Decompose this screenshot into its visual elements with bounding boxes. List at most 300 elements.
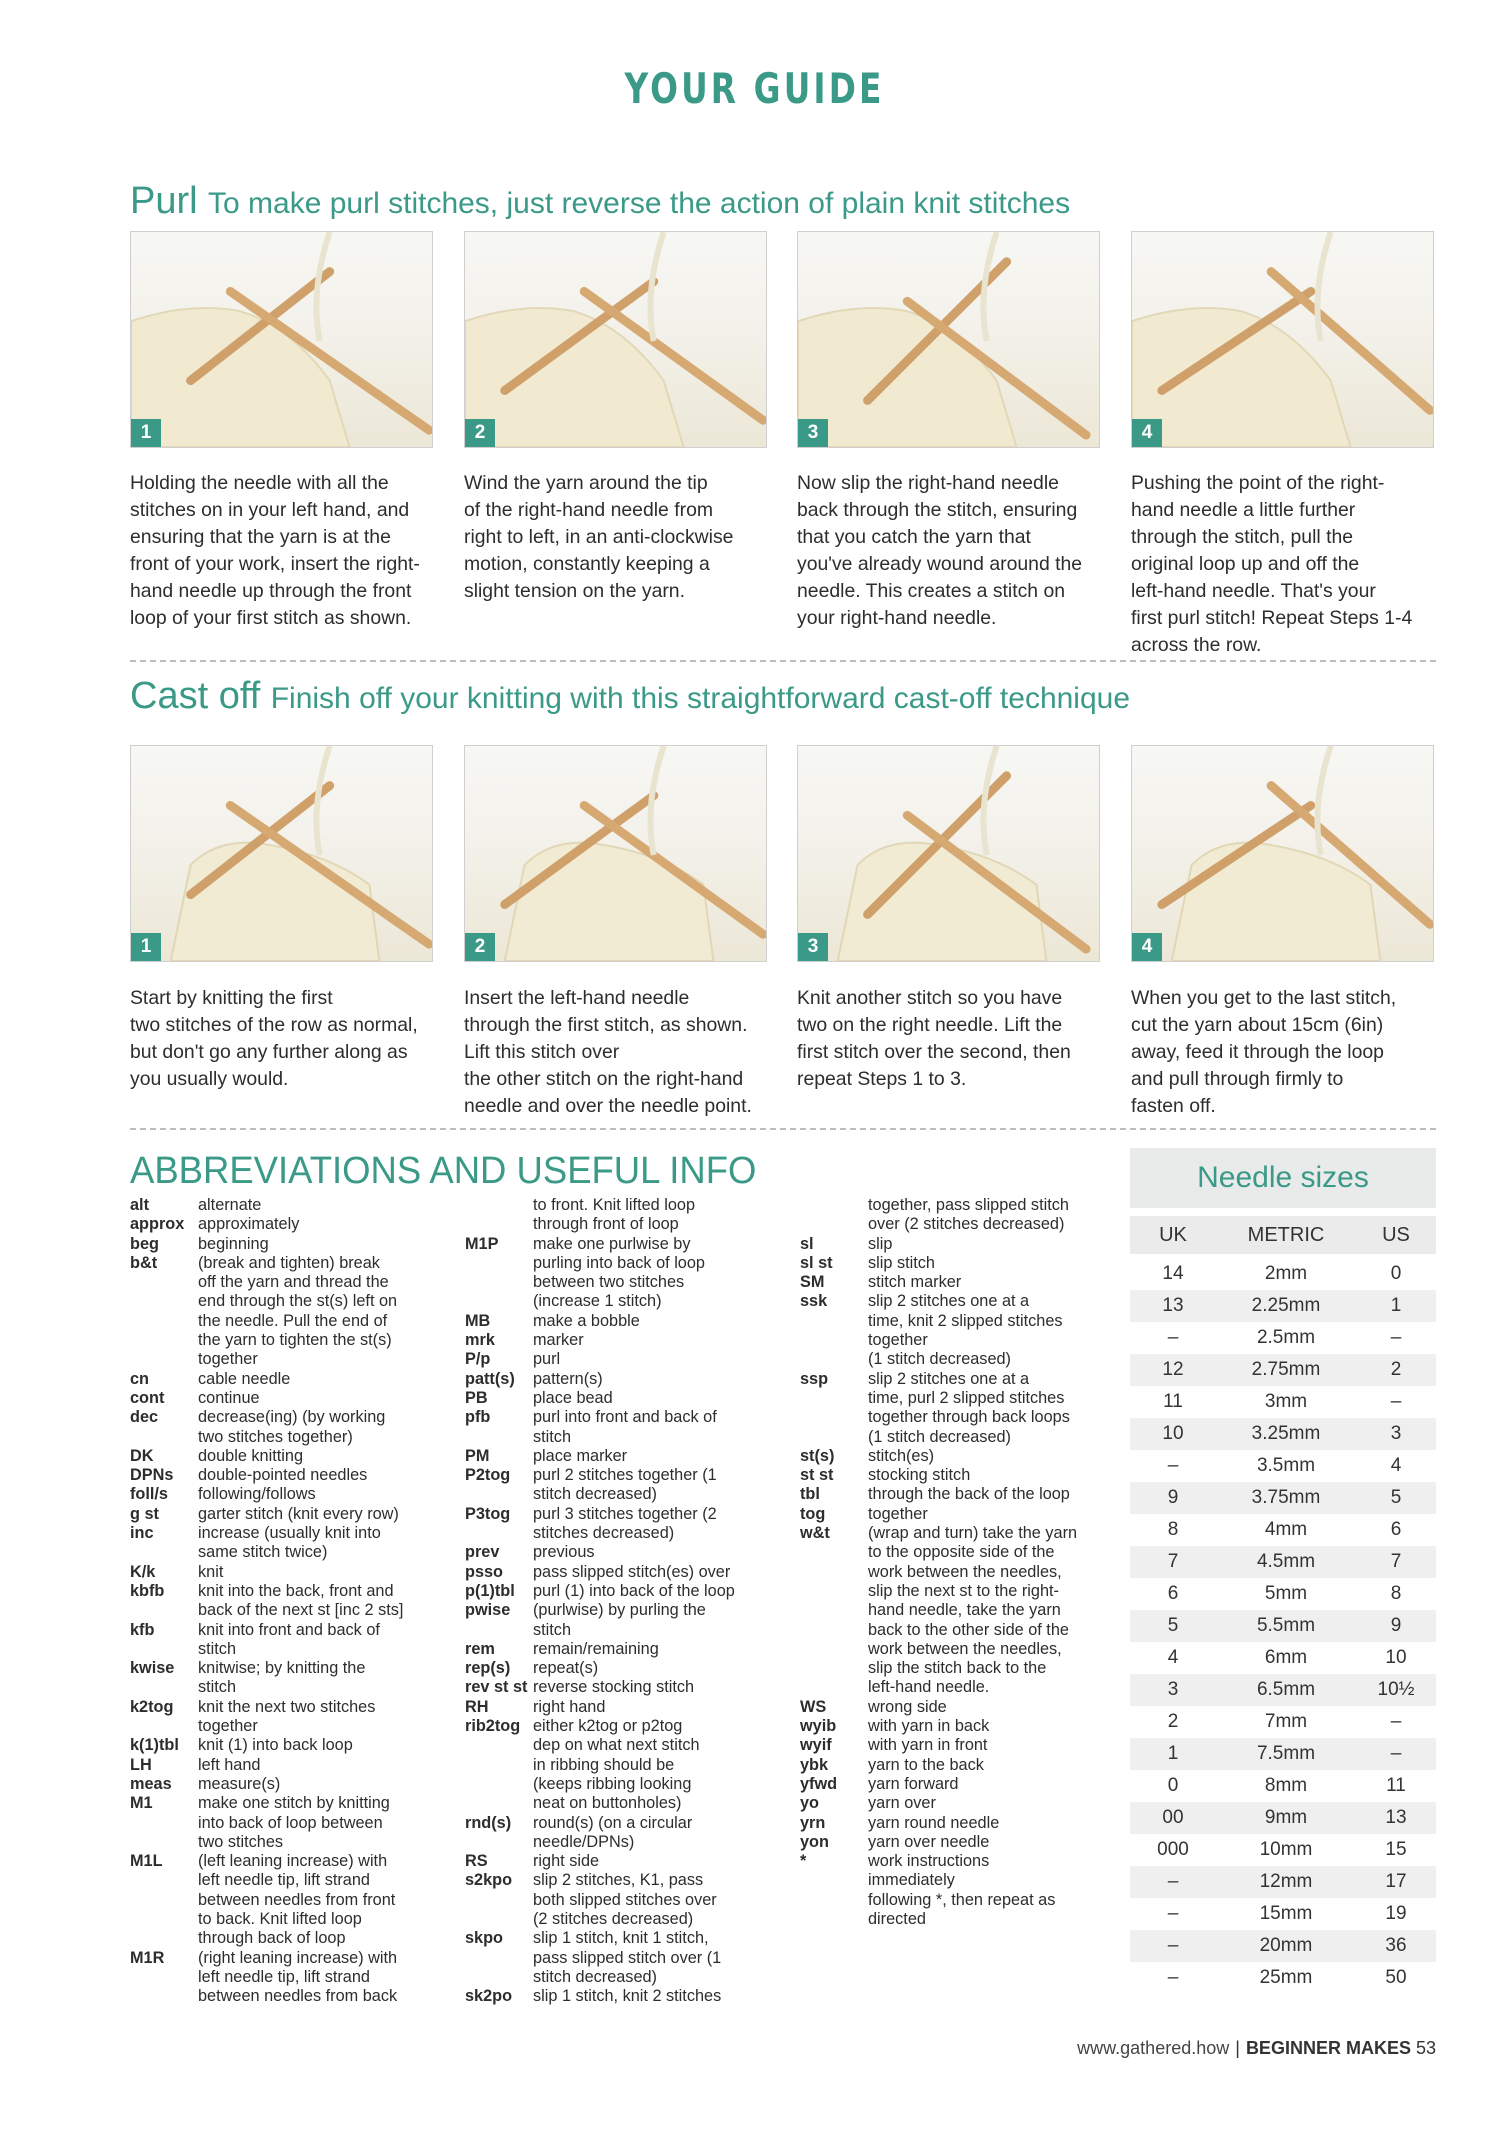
- abbreviation-term: k2tog: [130, 1697, 174, 1716]
- abbreviation-term: yfwd: [800, 1774, 838, 1793]
- abbreviation-entry: [800, 1524, 1110, 1698]
- castoff-step-4-photo: [1131, 745, 1434, 962]
- us-size: 8: [1390, 1583, 1402, 1604]
- abbreviation-definition: purl into front and back of stitch: [533, 1408, 717, 1446]
- abbreviation-definition: following/follows: [198, 1485, 316, 1504]
- abbreviation-definition: previous: [533, 1543, 595, 1562]
- header-us: US: [1382, 1223, 1410, 1246]
- abbreviation-entry: [465, 1640, 765, 1659]
- abbreviation-term: M1R: [130, 1948, 165, 1967]
- abbreviation-definition: (right leaning increase) with left needle tip, lift strand between needles from back: [198, 1948, 398, 2006]
- needle-size-row: [1130, 1514, 1436, 1546]
- metric-size: 9mm: [1264, 1807, 1308, 1828]
- abbreviation-term: w&t: [800, 1524, 830, 1543]
- abbreviation-entry: [465, 1312, 765, 1331]
- abbreviation-term: rep(s): [465, 1659, 511, 1678]
- metric-size: 12mm: [1259, 1871, 1313, 1892]
- abbreviation-entry: [800, 1466, 1110, 1485]
- purl-subtitle: To make purl stitches, just reverse the action of plain knit stitches: [208, 187, 1071, 220]
- abbreviation-term: psso: [465, 1562, 504, 1581]
- abbreviation-term: kfb: [130, 1620, 155, 1639]
- abbreviation-entry: [130, 1756, 430, 1775]
- abbreviation-entry: [800, 1273, 1110, 1292]
- abbreviation-term: patt(s): [465, 1369, 515, 1388]
- abbreviation-definition: with yarn in front: [868, 1736, 988, 1755]
- abbreviation-entry: [130, 1408, 430, 1447]
- abbreviation-term: P3tog: [465, 1504, 511, 1523]
- uk-size: 00: [1162, 1807, 1184, 1828]
- us-size: 1: [1390, 1295, 1402, 1316]
- needle-size-row: [1130, 1802, 1436, 1834]
- abbreviation-entry: [465, 1814, 765, 1853]
- uk-size: 4: [1167, 1647, 1179, 1668]
- abbreviation-entry: [130, 1621, 430, 1660]
- us-size: 13: [1385, 1807, 1407, 1828]
- purl-heading: [130, 180, 1070, 223]
- abbreviation-definition: approximately: [198, 1215, 300, 1234]
- abbreviation-term: yrn: [800, 1813, 826, 1832]
- needle-size-row: [1130, 1546, 1436, 1578]
- abbreviation-term: ssp: [800, 1369, 829, 1388]
- abbreviation-entry: [130, 1582, 430, 1621]
- uk-size: 2: [1167, 1711, 1179, 1732]
- abbreviation-term: K/k: [130, 1562, 156, 1581]
- abbreviation-entry: [800, 1736, 1110, 1755]
- us-size: –: [1390, 1391, 1402, 1412]
- abbreviation-entry: [130, 1698, 430, 1737]
- uk-size: 0: [1167, 1775, 1179, 1796]
- abbreviation-definition: purl: [533, 1350, 561, 1369]
- abbreviation-entry: [465, 1505, 765, 1544]
- abbreviation-term: yon: [800, 1832, 829, 1851]
- abbreviation-term: beg: [130, 1234, 159, 1253]
- us-size: –: [1390, 1327, 1402, 1348]
- purl-step-4-text: Pushing the point of the right- hand needle a little further through the stitch, pull the original loop up and off the left-hand needle. That's your first purl stitch! Repeat Steps 1-4 across the row.: [1131, 472, 1413, 656]
- abbreviation-term: M1P: [465, 1234, 499, 1253]
- abbreviation-term: yo: [800, 1794, 820, 1813]
- castoff-step-1-text: Start by knitting the first two stitches of the row as normal, but don't go any further along as you usually would.: [130, 987, 418, 1090]
- abbreviation-definition: reverse stocking stitch: [533, 1678, 695, 1697]
- metric-size: 4mm: [1264, 1519, 1308, 1540]
- abbreviation-definition: stitch marker: [868, 1273, 962, 1292]
- abbreviation-entry: [130, 1447, 430, 1466]
- abbreviation-definition: right side: [533, 1852, 600, 1871]
- abbreviation-definition: increase (usually knit into same stitch twice): [198, 1524, 381, 1562]
- purl-step-4-photo: [1131, 231, 1434, 448]
- abbreviation-definition: knit: [198, 1562, 224, 1581]
- abbreviation-entry: [465, 1601, 765, 1640]
- abbreviation-definition: yarn forward: [868, 1774, 959, 1793]
- abbreviation-definition: make one purlwise by purling into back of loop between two stitches (increase 1 stitch): [533, 1234, 705, 1311]
- step-number-badge: 1: [131, 419, 161, 447]
- uk-size: –: [1167, 1903, 1179, 1924]
- us-size: 7: [1390, 1551, 1402, 1572]
- abbreviation-definition: double knitting: [198, 1446, 304, 1465]
- us-size: 9: [1390, 1615, 1402, 1636]
- us-size: –: [1390, 1743, 1402, 1764]
- page-number: 53: [1415, 2038, 1436, 2058]
- us-size: 10: [1385, 1647, 1407, 1668]
- us-size: 6: [1390, 1519, 1402, 1540]
- purl-step-1-photo: [130, 231, 433, 448]
- castoff-step-2-photo: [464, 745, 767, 962]
- abbreviation-entry: [800, 1814, 1110, 1833]
- abbreviation-entry: [800, 1292, 1110, 1369]
- abbreviation-term: g st: [130, 1504, 159, 1523]
- abbreviations-column-3: [800, 1196, 1110, 1929]
- uk-size: –: [1167, 1967, 1179, 1988]
- page-footer: www.gathered.how | BEGINNER MAKES 53: [1077, 2038, 1436, 2058]
- abbreviation-entry: [130, 1736, 430, 1755]
- abbreviation-term: ssk: [800, 1292, 828, 1311]
- abbreviation-definition: slip 1 stitch, knit 2 stitches: [533, 1987, 722, 2006]
- metric-size: 6.5mm: [1256, 1679, 1316, 1700]
- us-size: 5: [1390, 1487, 1402, 1508]
- us-size: 17: [1385, 1871, 1407, 1892]
- abbreviation-entry: [130, 1794, 430, 1852]
- abbreviation-term: p(1)tbl: [465, 1581, 515, 1600]
- needle-size-row: [1130, 1578, 1436, 1610]
- abbreviation-term: kwise: [130, 1659, 175, 1678]
- abbreviation-entry: [800, 1775, 1110, 1794]
- abbreviation-term: mrk: [465, 1331, 495, 1350]
- uk-size: 3: [1167, 1679, 1179, 1700]
- uk-size: 9: [1167, 1487, 1179, 1508]
- abbreviation-definition: work instructions immediately following *, then repeat as directed: [868, 1852, 1056, 1928]
- us-size: 4: [1390, 1455, 1402, 1476]
- us-size: 2: [1390, 1359, 1402, 1380]
- abbreviation-entry: [130, 1949, 430, 2007]
- abbreviation-definition: make one stitch by knitting into back of loop between two stitches: [198, 1794, 390, 1851]
- abbreviation-term: P2tog: [465, 1466, 511, 1485]
- abbreviation-entry: [800, 1698, 1110, 1717]
- needle-size-row: [1130, 1898, 1436, 1930]
- page-header-title: YOUR GUIDE: [624, 64, 885, 113]
- metric-size: 2mm: [1264, 1263, 1308, 1284]
- abbreviation-term: RH: [465, 1697, 489, 1716]
- uk-size: –: [1167, 1871, 1179, 1892]
- abbreviation-entry: [800, 1254, 1110, 1273]
- uk-size: 12: [1162, 1359, 1184, 1380]
- abbreviation-entry: [465, 1582, 765, 1601]
- castoff-subtitle: Finish off your knitting with this straightforward cast-off technique: [270, 682, 1131, 715]
- abbreviations-title: ABBREVIATIONS AND USEFUL INFO: [130, 1150, 757, 1192]
- abbreviation-definition: knit the next two stitches together: [198, 1697, 376, 1736]
- abbreviation-term: rem: [465, 1639, 495, 1658]
- abbreviation-term: b&t: [130, 1253, 158, 1272]
- abbreviations-column-1: [130, 1196, 430, 2006]
- abbreviation-entry: [465, 1563, 765, 1582]
- castoff-step-3-photo: [797, 745, 1100, 962]
- abbreviation-entry: [130, 1370, 430, 1389]
- abbreviation-entry: [800, 1756, 1110, 1775]
- abbreviation-entry: [130, 1196, 430, 1215]
- footer-site: www.gathered.how: [1077, 2038, 1230, 2058]
- abbreviation-definition: measure(s): [198, 1774, 281, 1793]
- abbreviation-definition: knit into front and back of stitch: [198, 1620, 380, 1658]
- abbreviation-definition: remain/remaining: [533, 1639, 659, 1658]
- abbreviation-entry: [800, 1717, 1110, 1736]
- uk-size: 1: [1167, 1743, 1179, 1764]
- abbreviation-entry: [465, 1466, 765, 1505]
- abbreviation-term: st st: [800, 1466, 834, 1485]
- abbreviation-term: M1: [130, 1794, 153, 1813]
- abbreviation-term: wyib: [800, 1717, 837, 1736]
- header-metric: METRIC: [1247, 1223, 1325, 1246]
- abbreviation-entry: [465, 1678, 765, 1697]
- abbreviations-column-2: [465, 1196, 765, 2006]
- abbreviation-term: [800, 1196, 868, 1235]
- us-size: 36: [1385, 1935, 1407, 1956]
- abbreviation-term: pfb: [465, 1408, 491, 1427]
- abbreviation-entry: [130, 1254, 430, 1370]
- castoff-step-4-text: When you get to the last stitch, cut the yarn about 15cm (6in) away, feed it through the loop and pull through firmly to fasten off.: [1131, 987, 1397, 1117]
- abbreviation-entry: [465, 1331, 765, 1350]
- needle-size-row: [1130, 1322, 1436, 1354]
- abbreviation-entry: [465, 1447, 765, 1466]
- uk-size: 13: [1162, 1295, 1184, 1316]
- metric-size: 15mm: [1259, 1903, 1313, 1924]
- needle-size-row: [1130, 1482, 1436, 1514]
- metric-size: 4.5mm: [1256, 1551, 1316, 1572]
- abbreviation-entry: [130, 1466, 430, 1485]
- abbreviation-term: skpo: [465, 1929, 504, 1948]
- us-size: –: [1390, 1711, 1402, 1732]
- footer-magazine: BEGINNER MAKES: [1245, 2038, 1411, 2058]
- abbreviation-definition: continue: [198, 1388, 260, 1407]
- needle-size-row: [1130, 1258, 1436, 1290]
- abbreviation-term: LH: [130, 1755, 152, 1774]
- abbreviation-term: WS: [800, 1697, 827, 1716]
- abbreviation-entry: [800, 1196, 1110, 1235]
- metric-size: 10mm: [1259, 1839, 1313, 1860]
- us-size: 19: [1385, 1903, 1407, 1924]
- step-number-badge: 4: [1132, 933, 1162, 961]
- abbreviation-entry: [800, 1447, 1110, 1466]
- abbreviation-entry: [465, 1350, 765, 1369]
- abbreviation-term: M1L: [130, 1852, 163, 1871]
- abbreviation-entry: [465, 1871, 765, 1929]
- metric-size: 5mm: [1264, 1583, 1308, 1604]
- uk-size: 000: [1157, 1839, 1189, 1860]
- abbreviation-term: tog: [800, 1504, 826, 1523]
- abbreviation-definition: yarn to the back: [868, 1755, 984, 1774]
- uk-size: 14: [1162, 1263, 1184, 1284]
- abbreviation-definition: yarn round needle: [868, 1813, 1000, 1832]
- abbreviation-term: cont: [130, 1388, 165, 1407]
- needle-size-row: [1130, 1610, 1436, 1642]
- abbreviation-definition: stocking stitch: [868, 1466, 971, 1485]
- abbreviation-entry: [800, 1794, 1110, 1813]
- abbreviation-term: rnd(s): [465, 1813, 512, 1832]
- abbreviation-term: dec: [130, 1408, 159, 1427]
- abbreviation-term: wyif: [800, 1736, 832, 1755]
- metric-size: 25mm: [1259, 1967, 1313, 1988]
- needle-size-row: [1130, 1290, 1436, 1322]
- abbreviation-term: SM: [800, 1273, 825, 1292]
- abbreviation-entry: [800, 1235, 1110, 1254]
- us-size: 11: [1386, 1775, 1406, 1796]
- abbreviation-definition: (purlwise) by purling the stitch: [533, 1601, 706, 1639]
- abbreviation-definition: repeat(s): [533, 1659, 599, 1678]
- needle-size-row: [1130, 1386, 1436, 1418]
- uk-size: 11: [1163, 1391, 1183, 1412]
- abbreviation-term: MB: [465, 1311, 491, 1330]
- abbreviation-entry: [465, 1987, 765, 2006]
- abbreviation-term: P/p: [465, 1350, 491, 1369]
- purl-step-2-text: Wind the yarn around the tip of the right-hand needle from right to left, in an anti-clockwise motion, constantly keeping a slight tension on the yarn.: [464, 472, 734, 602]
- metric-size: 3.5mm: [1256, 1455, 1316, 1476]
- metric-size: 7.5mm: [1256, 1743, 1316, 1764]
- us-size: 10½: [1377, 1679, 1415, 1700]
- abbreviation-term: sk2po: [465, 1987, 513, 2006]
- abbreviation-definition: (break and tighten) break off the yarn and thread the end through the st(s) left on the needle. Pull the end of the yarn to tighten the st(s) together: [198, 1253, 398, 1369]
- us-size: 0: [1390, 1263, 1402, 1284]
- abbreviation-definition: together: [868, 1504, 928, 1523]
- metric-size: 3.75mm: [1251, 1487, 1321, 1508]
- section-divider: [130, 1128, 1436, 1130]
- purl-step-2-photo: [464, 231, 767, 448]
- uk-size: 5: [1167, 1615, 1179, 1636]
- abbreviation-definition: left hand: [198, 1755, 261, 1774]
- needle-size-row: [1130, 1962, 1436, 1994]
- abbreviation-entry: [465, 1698, 765, 1717]
- uk-size: 10: [1162, 1423, 1184, 1444]
- abbreviation-entry: [465, 1389, 765, 1408]
- abbreviation-term: [465, 1196, 533, 1235]
- needle-size-row: [1130, 1674, 1436, 1706]
- abbreviation-definition: beginning: [198, 1234, 269, 1253]
- uk-size: –: [1167, 1327, 1179, 1348]
- needle-size-row: [1130, 1770, 1436, 1802]
- needle-size-row: [1130, 1450, 1436, 1482]
- abbreviation-term: sl st: [800, 1253, 833, 1272]
- abbreviation-definition: knitwise; by knitting the stitch: [198, 1659, 366, 1697]
- abbreviation-definition: yarn over needle: [868, 1832, 990, 1851]
- abbreviation-term: approx: [130, 1215, 185, 1234]
- abbreviation-entry: [465, 1659, 765, 1678]
- abbreviation-definition: knit into the back, front and back of the next st [inc 2 sts]: [198, 1581, 404, 1620]
- metric-size: 5.5mm: [1256, 1615, 1316, 1636]
- abbreviation-definition: slip 1 stitch, knit 1 stitch, pass slipped stitch over (1 stitch decreased): [533, 1929, 722, 1986]
- needle-size-row: [1130, 1866, 1436, 1898]
- abbreviation-definition: (wrap and turn) take the yarn to the opposite side of the work between the needles, slip the next st to the right- hand needle, take the yarn back to the other side of the work between the needles, slip the stitch back to the left-hand needle.: [868, 1524, 1078, 1697]
- abbreviation-definition: right hand: [533, 1697, 606, 1716]
- abbreviation-entry: [800, 1485, 1110, 1504]
- purl-title: Purl: [130, 180, 198, 222]
- purl-step-1-text: Holding the needle with all the stitches on in your left hand, and ensuring that the yarn is at the front of your work, insert the right- hand needle up through the front loop of your first stitch as shown.: [130, 472, 420, 629]
- abbreviation-definition: purl (1) into back of the loop: [533, 1581, 735, 1600]
- abbreviation-definition: yarn over: [868, 1794, 936, 1813]
- abbreviation-entry: [465, 1543, 765, 1562]
- needle-size-row: [1130, 1354, 1436, 1386]
- step-number-badge: 4: [1132, 419, 1162, 447]
- abbreviation-term: tbl: [800, 1485, 820, 1504]
- abbreviation-term: s2kpo: [465, 1871, 513, 1890]
- step-number-badge: 1: [131, 933, 161, 961]
- needle-size-row: [1130, 1706, 1436, 1738]
- uk-size: –: [1167, 1455, 1179, 1476]
- abbreviation-definition: pass slipped stitch(es) over: [533, 1562, 731, 1581]
- metric-size: 6mm: [1264, 1647, 1308, 1668]
- abbreviation-definition: slip 2 stitches, K1, pass both slipped stitches over (2 stitches decreased): [533, 1871, 717, 1928]
- abbreviation-definition: purl 2 stitches together (1 stitch decreased): [533, 1466, 717, 1504]
- abbreviation-entry: [130, 1563, 430, 1582]
- abbreviation-definition: stitch(es): [868, 1446, 935, 1465]
- metric-size: 8mm: [1264, 1775, 1308, 1796]
- uk-size: 7: [1167, 1551, 1179, 1572]
- abbreviation-term: ybk: [800, 1755, 829, 1774]
- abbreviation-entry: [465, 1717, 765, 1813]
- abbreviation-term: pwise: [465, 1601, 511, 1620]
- abbreviation-definition: (left leaning increase) with left needle tip, lift strand between needles from front to back. Knit lifted loop through back of loop: [198, 1852, 396, 1948]
- abbreviation-definition: double-pointed needles: [198, 1466, 368, 1485]
- abbreviation-definition: cable needle: [198, 1369, 291, 1388]
- abbreviation-definition: place marker: [533, 1446, 628, 1465]
- step-number-badge: 3: [798, 419, 828, 447]
- abbreviation-definition: wrong side: [868, 1697, 947, 1716]
- abbreviation-entry: [800, 1852, 1110, 1929]
- castoff-step-1-photo: [130, 745, 433, 962]
- abbreviation-term: PM: [465, 1446, 490, 1465]
- abbreviation-entry: [465, 1196, 765, 1235]
- abbreviation-definition: with yarn in back: [868, 1717, 990, 1736]
- abbreviation-term: foll/s: [130, 1485, 168, 1504]
- us-size: 50: [1385, 1967, 1407, 1988]
- abbreviation-term: alt: [130, 1196, 150, 1214]
- abbreviation-entry: [130, 1659, 430, 1698]
- abbreviation-term: *: [800, 1852, 807, 1871]
- abbreviation-entry: [800, 1505, 1110, 1524]
- abbreviation-entry: [465, 1370, 765, 1389]
- abbreviation-definition: make a bobble: [533, 1311, 640, 1330]
- uk-size: 8: [1167, 1519, 1179, 1540]
- abbreviation-term: DPNs: [130, 1466, 174, 1485]
- abbreviation-entry: [800, 1833, 1110, 1852]
- abbreviation-definition: decrease(ing) (by working two stitches together): [198, 1408, 386, 1446]
- needle-sizes-header: [1130, 1216, 1436, 1254]
- abbreviation-entry: [130, 1775, 430, 1794]
- abbreviation-term: inc: [130, 1524, 154, 1543]
- metric-size: 20mm: [1259, 1935, 1313, 1956]
- abbreviation-definition: slip 2 stitches one at a time, knit 2 slipped stitches together (1 stitch decreased): [868, 1292, 1063, 1369]
- abbreviation-definition: alternate: [198, 1196, 262, 1214]
- needle-size-row: [1130, 1418, 1436, 1450]
- castoff-step-3-text: Knit another stitch so you have two on the right needle. Lift the first stitch over the second, then repeat Steps 1 to 3.: [797, 987, 1071, 1090]
- castoff-step-2-text: Insert the left-hand needle through the first stitch, as shown. Lift this stitch over the other stitch on the right-hand needle and over the needle point.: [464, 987, 752, 1117]
- abbreviation-definition: slip stitch: [868, 1253, 935, 1272]
- abbreviation-term: prev: [465, 1543, 500, 1562]
- abbreviation-definition: purl 3 stitches together (2 stitches decreased): [533, 1504, 717, 1543]
- abbreviation-entry: [465, 1852, 765, 1871]
- abbreviation-entry: [130, 1524, 430, 1563]
- abbreviation-entry: [465, 1235, 765, 1312]
- abbreviation-definition: either k2tog or p2tog dep on what next stitch in ribbing should be (keeps ribbing looking neat on buttonholes): [533, 1717, 700, 1813]
- abbreviation-definition: slip 2 stitches one at a time, purl 2 slipped stitches together through back loops (1 stitch decreased): [868, 1369, 1070, 1446]
- abbreviation-term: RS: [465, 1852, 488, 1871]
- abbreviation-definition: together, pass slipped stitch over (2 stitches decreased): [868, 1196, 1069, 1234]
- needle-sizes-rows: [1130, 1258, 1436, 1994]
- abbreviation-definition: round(s) (on a circular needle/DPNs): [533, 1813, 693, 1851]
- needle-size-row: [1130, 1642, 1436, 1674]
- section-divider: [130, 660, 1436, 662]
- metric-size: 2.25mm: [1251, 1295, 1321, 1316]
- abbreviation-term: k(1)tbl: [130, 1736, 179, 1755]
- needle-sizes-title: Needle sizes: [1130, 1148, 1436, 1208]
- step-number-badge: 2: [465, 933, 495, 961]
- uk-size: 6: [1167, 1583, 1179, 1604]
- needle-size-row: [1130, 1834, 1436, 1866]
